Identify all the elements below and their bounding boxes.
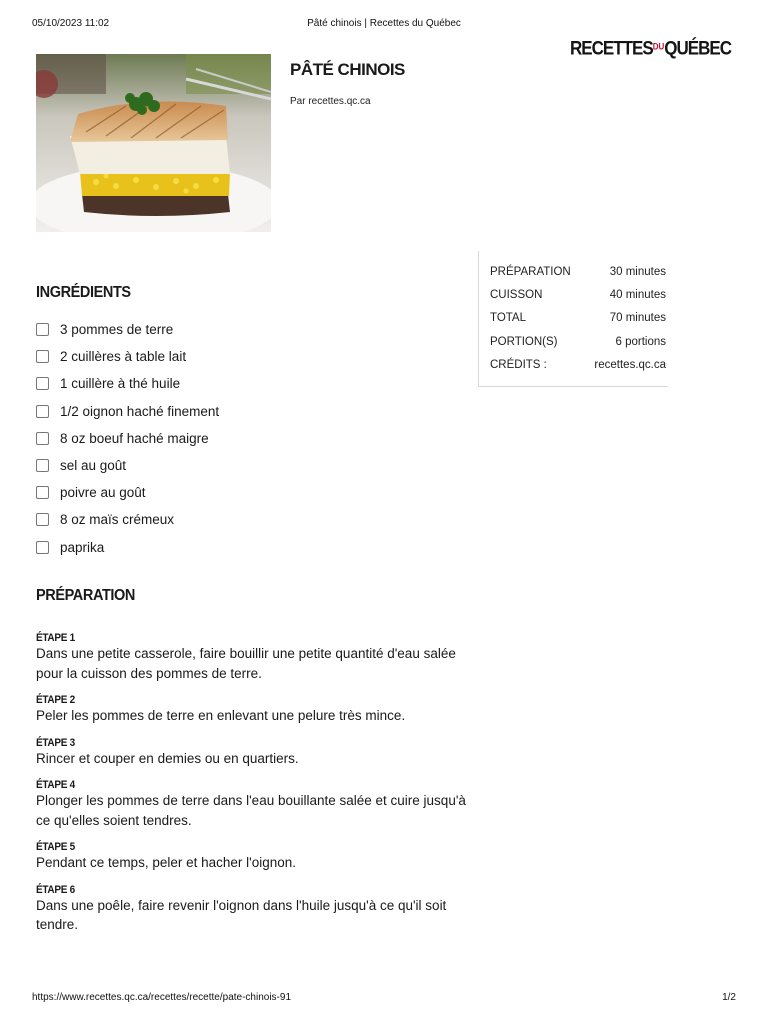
ingredients-heading: INGRÉDIENTS	[36, 284, 131, 302]
ingredient-item	[36, 479, 219, 506]
ingredient-checkbox[interactable]	[36, 377, 49, 390]
ingredient-label: paprika	[60, 539, 105, 555]
step-label: ÉTAPE 6	[36, 883, 75, 896]
step-text: Dans une petite casserole, faire bouillir une petite quantité d'eau salée pour la cuisson des pommes de terre.	[36, 646, 456, 681]
recipe-byline: Par recettes.qc.ca	[290, 96, 371, 107]
ingredient-label: 2 cuillères à table lait	[60, 349, 187, 365]
recipe-title: PÂTÉ CHINOIS	[290, 60, 405, 79]
info-row-portions	[490, 330, 666, 353]
ingredient-label: 8 oz maïs crémeux	[60, 512, 175, 528]
step-item	[36, 631, 476, 683]
ingredient-item	[36, 316, 219, 343]
info-row-total	[490, 307, 666, 330]
step-text: Dans une poêle, faire revenir l'oignon dans l'huile jusqu'à ce qu'il soit tendre.	[36, 897, 447, 932]
step-text: Rincer et couper en demies ou en quartiers.	[36, 750, 299, 766]
info-label: CUISSON	[490, 288, 543, 301]
logo-text-du: DU	[652, 41, 665, 52]
page-number: 1/2	[722, 992, 736, 1003]
info-label: PORTION(S)	[490, 335, 558, 348]
ingredient-label: 1 cuillère à thé huile	[60, 376, 181, 392]
preparation-heading: PRÉPARATION	[36, 587, 135, 605]
step-label: ÉTAPE 4	[36, 779, 75, 792]
ingredient-item	[36, 398, 219, 425]
ingredient-label: 8 oz boeuf haché maigre	[60, 430, 209, 446]
info-value: 30 minutes	[609, 265, 666, 278]
ingredient-checkbox[interactable]	[36, 350, 49, 363]
info-value: recettes.qc.ca	[594, 358, 666, 371]
ingredient-checkbox[interactable]	[36, 323, 49, 336]
logo-text-recettes: RECETTES	[570, 37, 653, 59]
info-value: 70 minutes	[609, 312, 666, 325]
ingredient-item	[36, 343, 219, 370]
info-label: TOTAL	[490, 312, 526, 325]
print-page-title: Pâté chinois | Recettes du Québec	[307, 18, 461, 29]
step-item	[36, 778, 476, 830]
ingredient-checkbox[interactable]	[36, 513, 49, 526]
step-item	[36, 840, 476, 873]
ingredient-checkbox[interactable]	[36, 405, 49, 418]
ingredient-label: poivre au goût	[60, 485, 146, 501]
print-datetime: 05/10/2023 11:02	[32, 18, 110, 29]
ingredient-item	[36, 425, 219, 452]
step-label: ÉTAPE 1	[36, 632, 75, 645]
ingredient-item	[36, 534, 219, 561]
info-value: 6 portions	[615, 335, 666, 348]
ingredient-item	[36, 370, 219, 397]
ingredient-item	[36, 452, 219, 479]
ingredient-checkbox[interactable]	[36, 541, 49, 554]
info-label: PRÉPARATION	[490, 265, 571, 278]
info-value: 40 minutes	[609, 288, 666, 301]
recipe-photo	[36, 54, 271, 232]
ingredient-label: sel au goût	[60, 458, 127, 474]
recipe-photo-illustration	[36, 54, 271, 232]
info-row-cuisson	[490, 283, 666, 306]
logo-text-quebec: QUÉBEC	[664, 37, 731, 59]
ingredient-label: 1/2 oignon haché finement	[60, 403, 220, 419]
ingredient-label: 3 pommes de terre	[60, 322, 174, 338]
step-item	[36, 883, 476, 935]
ingredient-checkbox[interactable]	[36, 459, 49, 472]
preparation-steps	[36, 631, 476, 945]
info-label: CRÉDITS :	[490, 358, 547, 371]
info-row-preparation	[490, 260, 666, 283]
ingredient-checkbox[interactable]	[36, 486, 49, 499]
ingredient-checkbox[interactable]	[36, 432, 49, 445]
step-item	[36, 736, 476, 769]
step-label: ÉTAPE 2	[36, 694, 75, 707]
page-url[interactable]: https://www.recettes.qc.ca/recettes/recette/pate-chinois-91	[32, 992, 292, 1003]
ingredients-list	[36, 316, 219, 561]
step-text: Plonger les pommes de terre dans l'eau bouillante salée et cuire jusqu'à ce qu'elles soient tendres.	[36, 793, 466, 828]
info-row-credits	[490, 353, 666, 376]
step-text: Pendant ce temps, peler et hacher l'oignon.	[36, 855, 296, 870]
print-header	[32, 18, 736, 32]
step-item	[36, 693, 476, 726]
step-text: Peler les pommes de terre en enlevant une pelure très mince.	[36, 708, 406, 723]
step-label: ÉTAPE 3	[36, 736, 75, 749]
print-footer	[32, 992, 736, 1006]
recipe-info-box	[478, 251, 668, 387]
step-label: ÉTAPE 5	[36, 841, 75, 854]
site-logo[interactable]	[570, 37, 731, 65]
ingredient-item	[36, 506, 219, 533]
